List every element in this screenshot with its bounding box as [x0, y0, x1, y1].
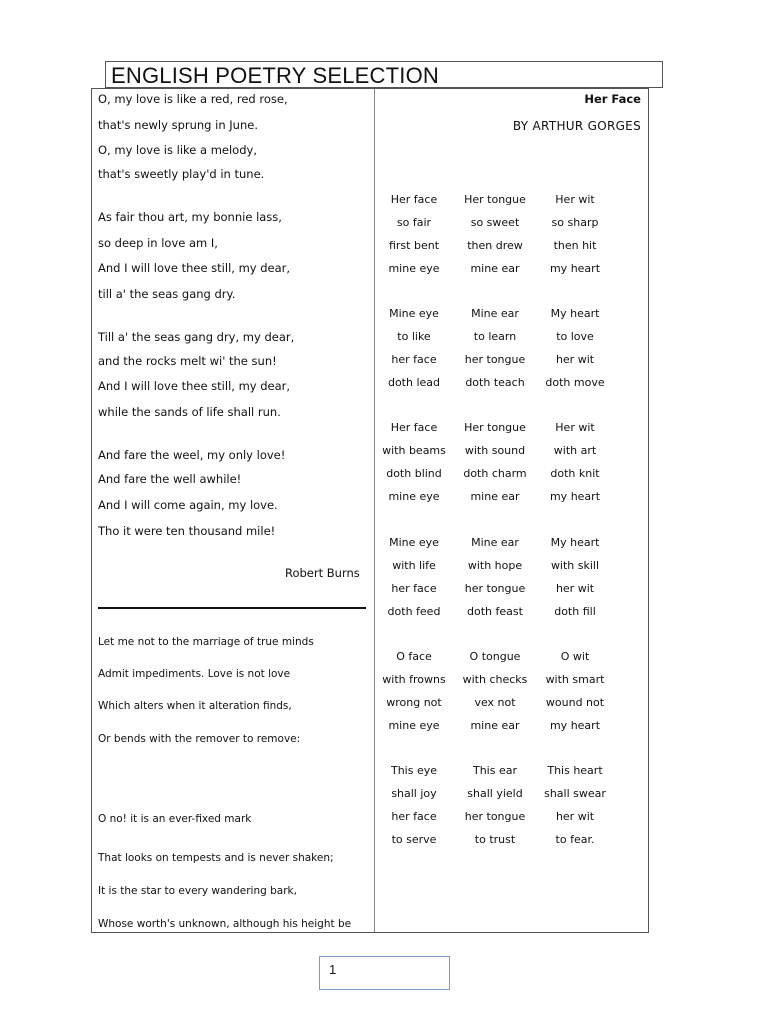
stanza-word: my heart	[549, 262, 601, 275]
stanza-word: with sound	[464, 444, 526, 457]
sonnet-line: Whose worth's unknown, although his height be	[98, 918, 352, 930]
stanza-word: mine ear	[470, 490, 520, 503]
document-title-box	[105, 61, 663, 88]
stanza-word: with beams	[382, 444, 446, 457]
stanza-word: to love	[556, 330, 594, 343]
stanza-word: O face	[396, 650, 432, 663]
stanza-word: This heart	[547, 764, 603, 777]
poem-line: Tho it were ten thousand mile!	[98, 524, 276, 538]
stanza-word: so fair	[396, 216, 432, 229]
stanza-word: doth fill	[554, 605, 596, 618]
stanza-word: doth lead	[387, 376, 441, 389]
stanza-word: Mine ear	[471, 536, 519, 549]
stanza-word: My heart	[550, 536, 600, 549]
poem-line: while the sands of life shall run.	[98, 405, 281, 419]
stanza-word: Her face	[390, 421, 438, 434]
poem-author-gorges: BY ARTHUR GORGES	[512, 119, 641, 133]
poem-line: O, my love is like a melody,	[98, 143, 257, 157]
stanza-word: her face	[391, 810, 437, 823]
poem-line: And I will love thee still, my dear,	[98, 261, 291, 275]
poem-line: As fair thou art, my bonnie lass,	[98, 210, 282, 224]
stanza-word: her wit	[555, 582, 595, 595]
sonnet-line: Let me not to the marriage of true minds	[98, 636, 314, 648]
stanza-word: Her wit	[555, 193, 595, 206]
stanza-word: to learn	[473, 330, 517, 343]
poem-line: and the rocks melt wi' the sun!	[98, 354, 277, 368]
sonnet-line: It is the star to every wandering bark,	[98, 885, 297, 897]
stanza-word: to trust	[474, 833, 516, 846]
stanza-word: with frowns	[382, 673, 446, 686]
stanza-word: Her wit	[555, 421, 595, 434]
poem-line: And fare the well awhile!	[98, 472, 242, 486]
stanza-word: first bent	[388, 239, 440, 252]
poem-line: And I will love thee still, my dear,	[98, 379, 291, 393]
stanza-word: with life	[392, 559, 436, 572]
stanza-word: Mine eye	[389, 536, 439, 549]
stanza-word: mine eye	[388, 262, 440, 275]
stanza-word: with skill	[550, 559, 600, 572]
poem-line: O, my love is like a red, red rose,	[98, 92, 288, 106]
poem-line: that's newly sprung in June.	[98, 118, 258, 132]
stanza-word: My heart	[550, 307, 600, 320]
poem-line: And fare the weel, my only love!	[98, 448, 286, 462]
stanza-word: doth blind	[386, 467, 442, 480]
poem-author-burns: Robert Burns	[285, 566, 360, 580]
stanza-word: her wit	[555, 353, 595, 366]
stanza-word: Mine eye	[389, 307, 439, 320]
page-number: 1	[329, 962, 337, 977]
stanza-word: doth charm	[463, 467, 527, 480]
stanza-word: her tongue	[464, 810, 526, 823]
stanza-word: my heart	[549, 719, 601, 732]
stanza-word: O tongue	[469, 650, 521, 663]
stanza-word: wound not	[545, 696, 605, 709]
poem-line: And I will come again, my love.	[98, 498, 278, 512]
stanza-word: mine eye	[388, 490, 440, 503]
stanza-word: doth knit	[550, 467, 600, 480]
stanza-word: with smart	[545, 673, 605, 686]
stanza-word: my heart	[549, 490, 601, 503]
poem-line: Till a' the seas gang dry, my dear,	[98, 330, 295, 344]
poem-title-her-face: Her Face	[584, 92, 641, 106]
stanza-word: to fear.	[555, 833, 595, 846]
poem-line: that's sweetly play'd in tune.	[98, 167, 265, 181]
stanza-word: with hope	[467, 559, 523, 572]
stanza-word: mine ear	[470, 719, 520, 732]
stanza-word: mine eye	[388, 719, 440, 732]
stanza-word: then hit	[553, 239, 597, 252]
stanza-word: her tongue	[464, 582, 526, 595]
sonnet-line: That looks on tempests and is never shaken;	[98, 852, 334, 864]
stanza-word: doth teach	[465, 376, 525, 389]
stanza-word: shall swear	[544, 787, 606, 800]
stanza-word: wrong not	[386, 696, 442, 709]
document-title: ENGLISH POETRY SELECTION	[111, 63, 439, 88]
stanza-word: Her face	[390, 193, 438, 206]
sonnet-line: Admit impediments. Love is not love	[98, 668, 291, 680]
stanza-word: shall yield	[467, 787, 523, 800]
stanza-word: her tongue	[464, 353, 526, 366]
stanza-word: to serve	[391, 833, 437, 846]
stanza-word: so sharp	[551, 216, 599, 229]
stanza-word: to like	[397, 330, 431, 343]
poem-line: so deep in love am I,	[98, 236, 218, 250]
stanza-word: her face	[391, 582, 437, 595]
stanza-word: Her tongue	[464, 193, 526, 206]
stanza-word: with art	[553, 444, 597, 457]
stanza-word: shall joy	[391, 787, 437, 800]
stanza-word: her face	[391, 353, 437, 366]
stanza-word: mine ear	[470, 262, 520, 275]
stanza-word: doth feast	[467, 605, 523, 618]
stanza-word: O wit	[560, 650, 590, 663]
stanza-word: her wit	[555, 810, 595, 823]
stanza-word: Her tongue	[464, 421, 526, 434]
stanza-word: so sweet	[470, 216, 520, 229]
stanza-word: then drew	[467, 239, 523, 252]
sonnet-line: Which alters when it alteration finds,	[98, 700, 292, 712]
sonnet-line: O no! it is an ever-fixed mark	[98, 813, 252, 825]
stanza-word: with checks	[462, 673, 528, 686]
stanza-word: doth move	[545, 376, 605, 389]
poem-line: till a' the seas gang dry.	[98, 287, 236, 301]
stanza-word: vex not	[474, 696, 516, 709]
page-number-box	[319, 956, 450, 990]
section-divider-rule	[98, 607, 366, 609]
her-face-column	[375, 89, 648, 932]
sonnet-line: Or bends with the remover to remove:	[98, 733, 301, 745]
stanza-word: This ear	[472, 764, 517, 777]
stanza-word: doth feed	[387, 605, 441, 618]
stanza-word: This eye	[390, 764, 438, 777]
stanza-word: Mine ear	[471, 307, 519, 320]
